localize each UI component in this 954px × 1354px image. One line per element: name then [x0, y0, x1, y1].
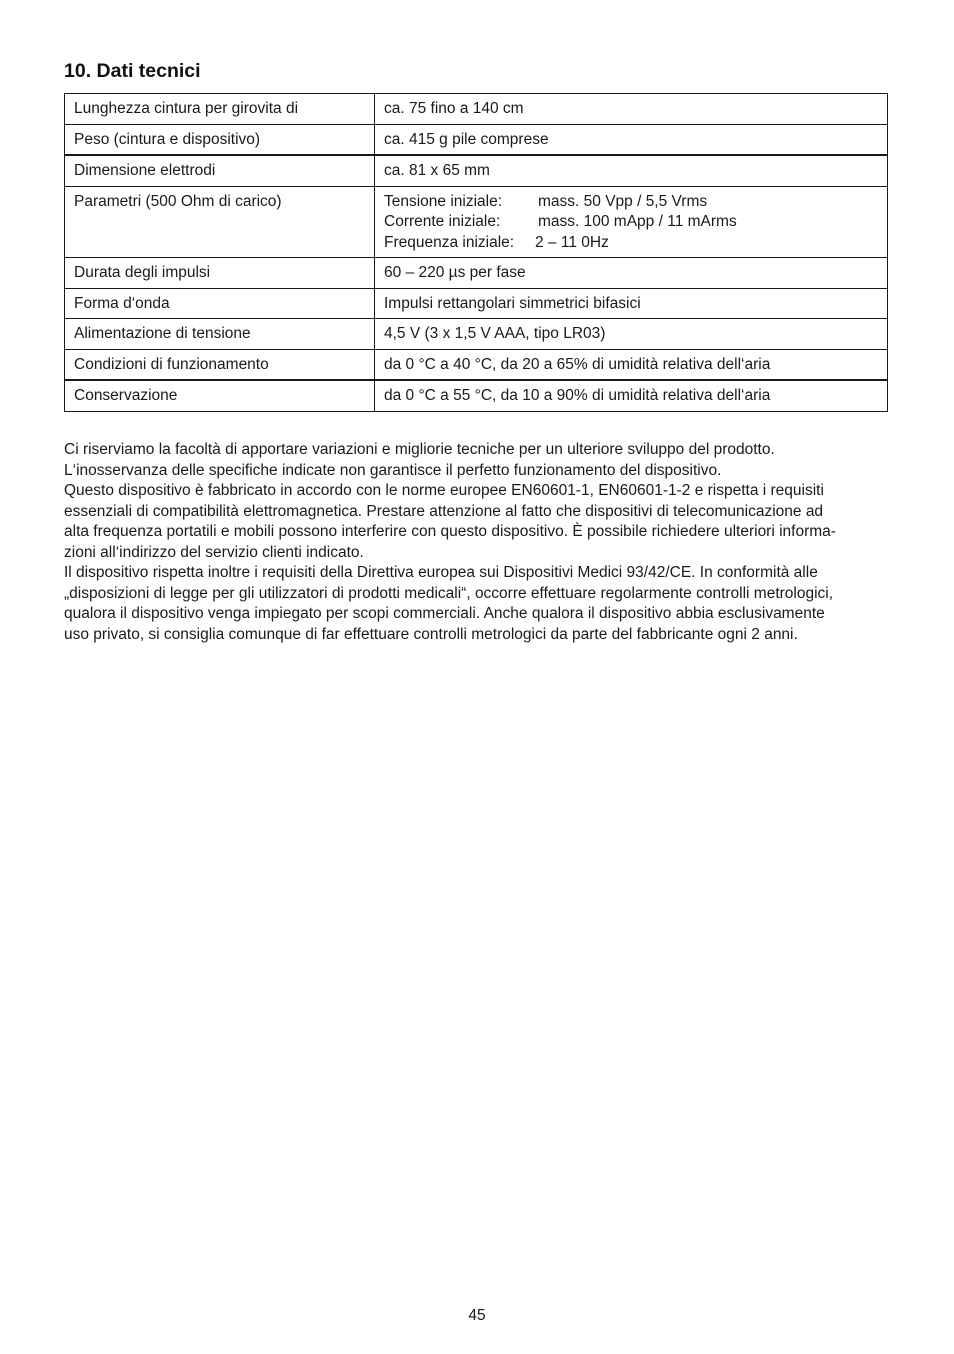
spec-label: Parametri (500 Ohm di carico)	[65, 186, 375, 258]
spec-value: ca. 415 g pile comprese	[375, 124, 888, 155]
spec-label: Dimensione elettrodi	[65, 155, 375, 186]
table-row	[65, 319, 888, 350]
text-line: „disposizioni di legge per gli utilizzatori di prodotti medicali“, occorre effettuare regolarmente controlli metrologici,	[64, 584, 834, 602]
text-line: Il dispositivo rispetta inoltre i requisiti della Direttiva europea sui Dispositivi Medici 93/42/CE. In conformità alle	[64, 564, 818, 581]
spec-value: ca. 81 x 65 mm	[375, 155, 888, 186]
parameter-line	[384, 212, 878, 233]
parameter-line	[384, 192, 878, 213]
text-line: zioni all‘indirizzo del servizio clienti indicato.	[64, 543, 364, 561]
table-row	[65, 155, 888, 186]
spec-value: ca. 75 fino a 140 cm	[375, 94, 888, 125]
spec-value: 60 – 220 µs per fase	[375, 258, 888, 289]
spec-value: Impulsi rettangolari simmetrici bifasici	[375, 288, 888, 319]
page-number: 45	[468, 1307, 486, 1324]
spec-value: da 0 °C a 55 °C, da 10 a 90% di umidità relativa dell‘aria	[375, 380, 888, 411]
table-row	[65, 380, 888, 411]
spec-label: Durata degli impulsi	[65, 258, 375, 289]
spec-value: 4,5 V (3 x 1,5 V AAA, tipo LR03)	[375, 319, 888, 350]
text-line: uso privato, si consiglia comunque di far effettuare controlli metrologici da parte del fabbricante ogni 2 anni.	[64, 625, 798, 643]
parameter-value: mass. 50 Vpp / 5,5 Vrms	[538, 192, 708, 210]
spec-label: Peso (cintura e dispositivo)	[65, 124, 375, 155]
text-line: qualora il dispositivo venga impiegato per scopi commerciali. Anche qualora il dispositivo abbia esclusivamente	[64, 605, 825, 622]
table-row	[65, 288, 888, 319]
parameter-name: Frequenza iniziale:	[384, 233, 515, 251]
spec-label: Forma d‘onda	[65, 288, 375, 319]
text-line: essenziali di compatibilità elettromagnetica. Prestare attenzione al fatto che dispositivi di telecomunicazione ad	[64, 502, 824, 520]
parameter-name: Tensione iniziale:	[384, 192, 503, 210]
table-row	[65, 124, 888, 155]
text-line: Questo dispositivo è fabbricato in accordo con le norme europee EN60601-1, EN60601-1-2 e rispetta i requisiti	[64, 482, 824, 499]
table-row	[65, 186, 888, 258]
spec-label: Alimentazione di tensione	[65, 319, 375, 350]
spec-value: da 0 °C a 40 °C, da 20 a 65% di umidità relativa dell‘aria	[375, 349, 888, 380]
parameter-value: mass. 100 mApp / 11 mArms	[538, 213, 737, 230]
spec-label: Lunghezza cintura per girovita di	[65, 94, 375, 125]
spec-value-parameters	[375, 186, 888, 258]
text-line: L‘inosservanza delle specifiche indicate non garantisce il perfetto funzionamento del dispositivo.	[64, 461, 722, 479]
section-title: 10. Dati tecnici	[64, 60, 201, 82]
text-line: alta frequenza portatili e mobili possono interferire con questo dispositivo. È possibile richiedere ulteriori informa-	[64, 523, 836, 540]
table-row	[65, 349, 888, 380]
parameter-line	[384, 233, 878, 254]
spec-label: Conservazione	[65, 380, 375, 411]
parameter-value: 2 – 11 0Hz	[535, 233, 609, 251]
table-row	[65, 258, 888, 289]
notes-paragraph	[64, 440, 890, 645]
technical-data-table	[64, 93, 888, 412]
table-row	[65, 94, 888, 125]
spec-label: Condizioni di funzionamento	[65, 349, 375, 380]
parameter-name: Corrente iniziale:	[384, 213, 501, 230]
text-line: Ci riserviamo la facoltà di apportare variazioni e migliorie tecniche per un ulteriore sviluppo del prodotto.	[64, 441, 775, 458]
